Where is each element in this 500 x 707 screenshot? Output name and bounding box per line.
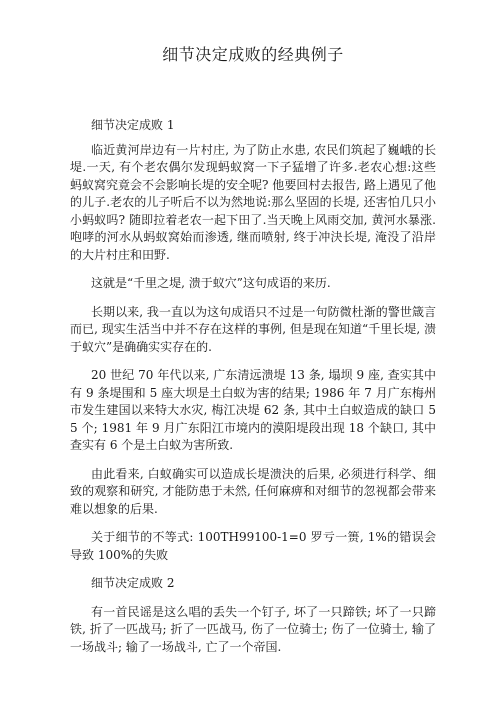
paragraph: 这就是“千里之堤, 溃于蚁穴”这句成语的来历. xyxy=(91,276,331,290)
section-heading-1: 细节决定成败 1 xyxy=(91,118,175,132)
paragraph: 关于细节的不等式: 100TH99100-1=0 罗亏一篑, 1%的错误会导致 100%的失败 xyxy=(70,530,436,562)
document-title: 细节决定成败的经典例子 xyxy=(162,45,344,64)
paragraph: 有一首民谣是这么唱的丢失一个钉子, 坏了一只蹄铁; 坏了一只蹄铁, 折了一匹战马; 折了一匹战马, 伤了一位骑士; 伤了一位骑士, 输了一场战斗; 输了一场战斗, 亡了一个帝国. xyxy=(70,604,436,654)
paragraph: 临近黄河岸边有一片村庄, 为了防止水患, 农民们筑起了巍峨的长堤.一天, 有个老农偶尔发现蚂蚁窝一下子猛增了许多.老农心想:这些蚂蚁窝究竟会不会影响长堤的安全呢? 他要回村去报告, 路上遇见了他的儿子.老农的儿子听后不以为然地说:那么坚固的长堤, 还害怕几只小小蚂蚁吗? 随即拉着老农一起下田了.当天晚上风雨交加, 黄河水暴涨.咆哮的河水从蚂蚁窝始而渗透, 继而喷射, 终于冲決长堤, 淹没了沿岸的大片村庄和田野. xyxy=(70,142,436,262)
paragraph: 20 世纪 70 年代以来, 广东清远溃堤 13 条, 塌坝 9 座, 查实其中有 9 条堤围和 5 座大坝是土白蚁为害的结果; 1986 年 7 月广东梅州市发生建国以来特大水灾, 梅江决堤 62 条, 其中土白蚁造成的缺口 55 个; 1981 年 9 月广东阳江市境内的漠阳堤段出现 18 个缺口, 其中查实有 6 个是土白蚁为害所致. xyxy=(70,368,436,452)
paragraph: 由此看来, 白蚁确实可以造成长堤溃決的后果, 必须进行科学、细致的观察和研究, 才能防患于未然, 任何麻痹和对细节的忽视都会带来难以想象的后果. xyxy=(70,466,436,516)
document-body xyxy=(70,117,436,656)
paragraph: 长期以来, 我一直以为这句成语只不过是一句防微杜渐的警世箴言而已, 现实生活当中并不存在这样的事例, 但是现在知道“千里长堤, 溃于蚁穴”是确确实实存在的. xyxy=(70,304,436,354)
section-heading-2: 细节决定成败 2 xyxy=(91,576,175,590)
